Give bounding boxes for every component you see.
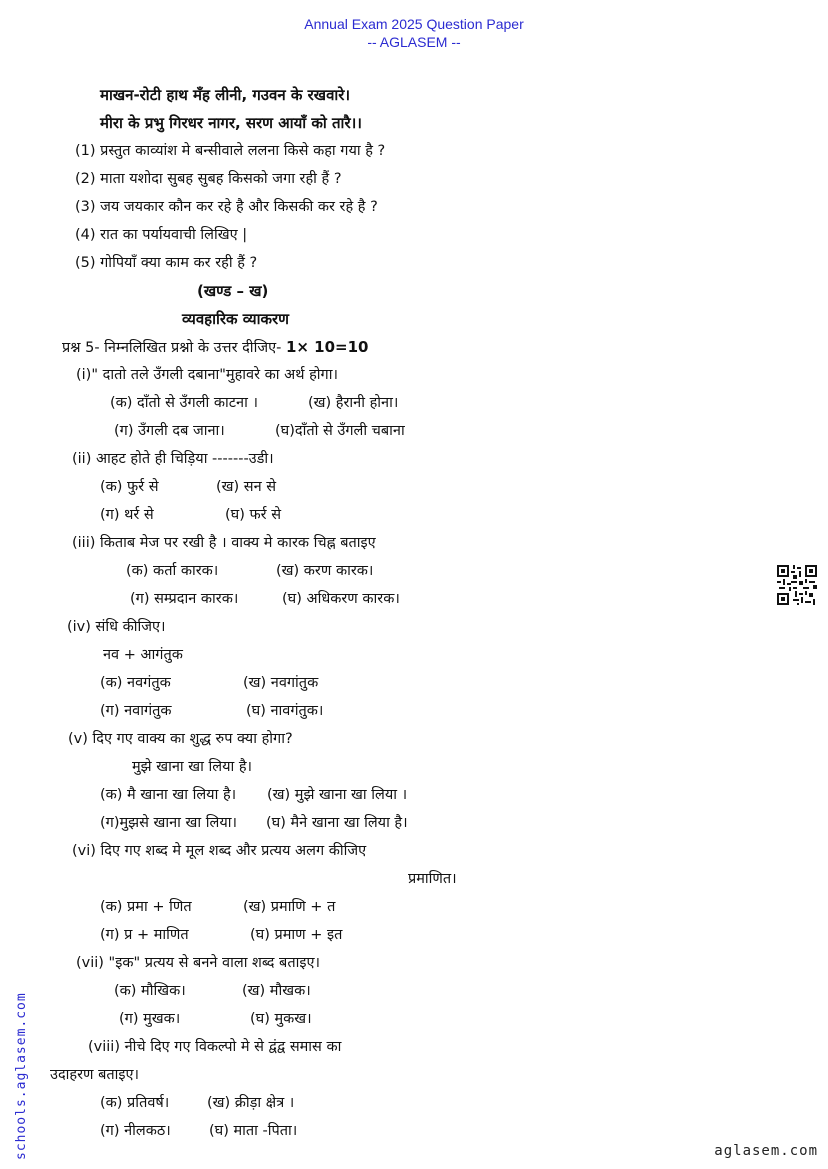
q-i-option-ka: (क) दाँतो से उँगली काटना । <box>110 395 258 411</box>
footer-watermark: aglasem.com <box>714 1143 818 1159</box>
q-v-option-ga: (ग)मुझसे खाना खा लिया। <box>100 815 238 831</box>
q-viii-option-gha: (घ) माता -पिता। <box>209 1123 298 1139</box>
section-title: व्यवहारिक व्याकरण <box>182 310 289 328</box>
q-i-option-ga: (ग) उँगली दब जाना। <box>114 423 225 439</box>
q-viii-option-kha: (ख) क्रीड़ा क्षेत्र । <box>207 1095 295 1111</box>
qr-code-icon <box>777 565 817 605</box>
side-watermark: schools.aglasem.com <box>14 992 29 1160</box>
q-vii-option-gha: (घ) मुकख। <box>250 1011 312 1027</box>
q-i: (i)" दातो तले उँगली दबाना"मुहावरे का अर्थ होगा। <box>76 367 338 383</box>
q-iv: (iv) संधि कीजिए। <box>67 619 166 635</box>
q-ii-option-gha: (घ) फर्र से <box>225 507 282 523</box>
q-v-option-kha: (ख) मुझे खाना खा लिया । <box>267 787 408 803</box>
q-v-option-ka: (क) मै खाना खा लिया है। <box>100 787 237 803</box>
q-vi-option-kha: (ख) प्रमाणि + त <box>243 899 336 915</box>
poem-line-1: माखन-रोटी हाथ मँह लीनी, गउवन के रखवारे। <box>100 86 351 104</box>
question-4: (4) रात का पर्यायवाची लिखिए | <box>75 227 248 243</box>
q-vii-option-kha: (ख) मौखक। <box>242 983 311 999</box>
q-vii-option-ka: (क) मौखिक। <box>114 983 186 999</box>
question-5: (5) गोपियाँ क्या काम कर रही हैं ? <box>75 255 258 271</box>
question-2: (2) माता यशोदा सुबह सुबह किसको जगा रही हैं ? <box>75 171 342 187</box>
q-iii: (iii) किताब मेज पर रखी है । वाक्य मे कारक चिह्न बताइए <box>72 535 376 551</box>
q-ii-option-kha: (ख) सन से <box>216 479 277 495</box>
q-ii-option-ka: (क) फुर्र से <box>100 479 159 495</box>
section-instruction <box>62 337 368 358</box>
q-vi-option-ka: (क) प्रमा + णित <box>100 899 192 915</box>
q-vii: (vii) "इक" प्रत्यय से बनने वाला शब्द बताइए। <box>76 955 320 971</box>
question-1: (1) प्रस्तुत काव्यांश मे बन्सीवाले ललना किसे कहा गया है ? <box>75 143 386 159</box>
q-vi-option-gha: (घ) प्रमाण + इत <box>250 927 343 943</box>
q-iii-option-ga: (ग) सम्प्रदान कारक। <box>130 591 239 607</box>
question-3: (3) जय जयकार कौन कर रहे है और किसकी कर रहे है ? <box>75 199 378 215</box>
q-v: (v) दिए गए वाक्य का शुद्ध रुप क्या होगा? <box>68 731 293 747</box>
q-iii-option-ka: (क) कर्ता कारक। <box>126 563 219 579</box>
q-iv-option-ga: (ग) नवागंतुक <box>100 703 172 719</box>
q-iii-option-gha: (घ) अधिकरण कारक। <box>282 591 400 607</box>
q-iv-prompt: नव + आगंतुक <box>103 647 183 663</box>
instruction-text: प्रश्न 5- निम्नलिखित प्रश्नो के उत्तर दीजिए- <box>62 340 282 356</box>
section-heading: (खण्ड – ख) <box>197 282 269 300</box>
q-iv-option-ka: (क) नवगंतुक <box>100 675 171 691</box>
q-vi-word: प्रमाणित। <box>408 871 457 887</box>
q-i-option-gha: (घ)दाँतो से उँगली चबाना <box>275 423 405 439</box>
header-subtitle: -- AGLASEM -- <box>367 34 461 50</box>
q-iv-option-kha: (ख) नवगांतुक <box>243 675 319 691</box>
q-viii-cont: उदाहरण बताइए। <box>50 1067 140 1083</box>
q-vi-option-ga: (ग) प्र + माणित <box>100 927 189 943</box>
q-ii-option-ga: (ग) थर्र से <box>100 507 154 523</box>
q-i-option-kha: (ख) हैरानी होना। <box>308 395 399 411</box>
q-iv-option-gha: (घ) नावगंतुक। <box>246 703 324 719</box>
q-v-option-gha: (घ) मैने खाना खा लिया है। <box>266 815 408 831</box>
q-v-prompt: मुझे खाना खा लिया है। <box>132 759 253 775</box>
q-ii: (ii) आहट होते ही चिड़िया -------उडी। <box>72 451 274 467</box>
poem-line-2: मीरा के प्रभु गिरधर नागर, सरण आयाँ को तारै।। <box>100 114 362 132</box>
q-viii-option-ka: (क) प्रतिवर्ष। <box>100 1095 170 1111</box>
header-title: Annual Exam 2025 Question Paper <box>304 16 524 32</box>
q-iii-option-kha: (ख) करण कारक। <box>276 563 374 579</box>
q-vii-option-ga: (ग) मुखक। <box>119 1011 181 1027</box>
q-vi: (vi) दिए गए शब्द मे मूल शब्द और प्रत्यय अलग कीजिए <box>72 843 367 859</box>
marks-text: 1× 10=10 <box>285 338 369 356</box>
q-viii-option-ga: (ग) नीलकठ। <box>100 1123 171 1139</box>
q-viii: (viii) नीचे दिए गए विकल्पो मे से द्वंद्व समास का <box>88 1039 342 1055</box>
